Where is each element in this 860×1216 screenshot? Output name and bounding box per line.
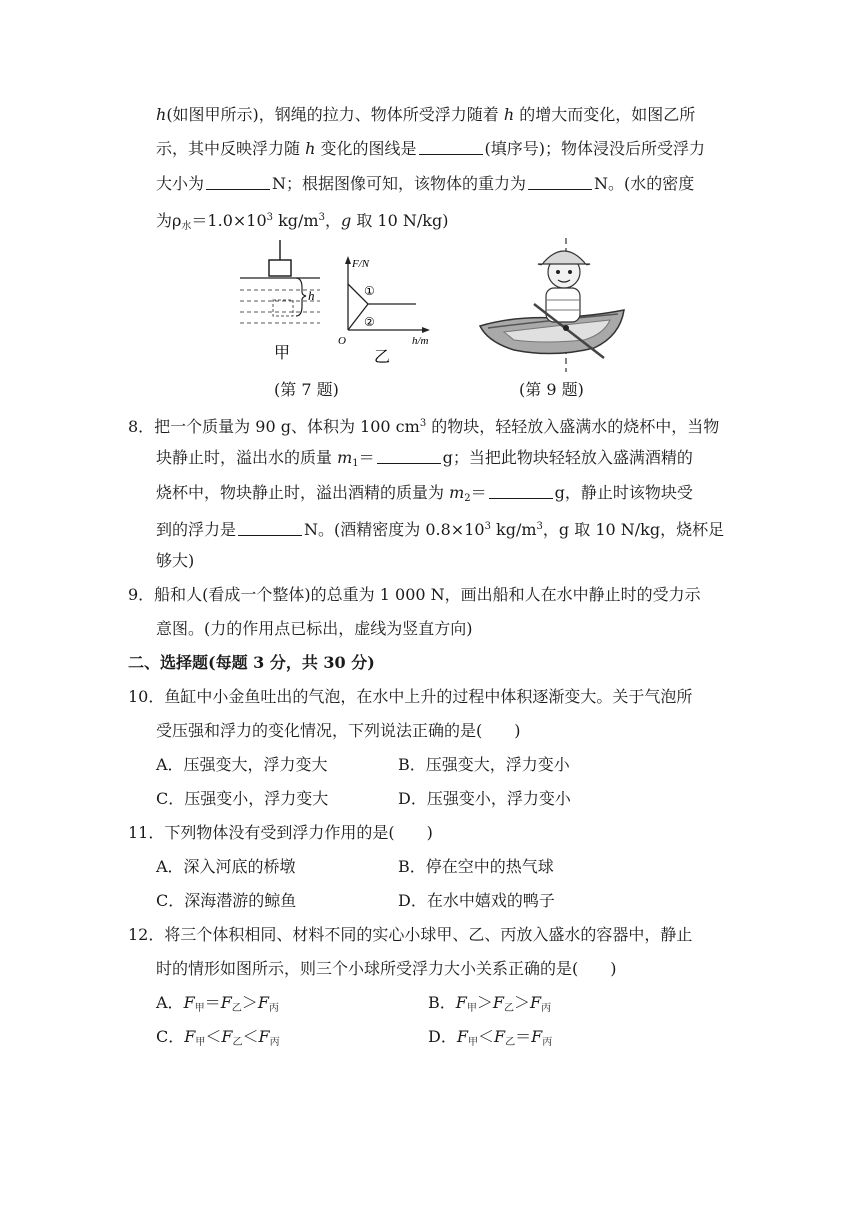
q8-line-4: [156, 516, 724, 541]
force-sub: 甲: [467, 1037, 478, 1048]
answer-blank[interactable]: [238, 521, 302, 536]
force-var: F: [221, 1027, 233, 1046]
q7-var-h: h: [156, 105, 167, 124]
q10-option-a[interactable]: A．压强变大，浮力变大: [156, 755, 328, 774]
operator: ＜: [205, 1027, 222, 1046]
option-letter: D．: [428, 1027, 457, 1046]
q8-line-2: [156, 447, 693, 475]
block-submerged-outline: [273, 300, 293, 316]
q11-option-d[interactable]: D．在水中嬉戏的鸭子: [398, 891, 555, 910]
q10-option-c[interactable]: C．压强变小，浮力变大: [156, 789, 329, 808]
q8-text: 块静止时，溢出水的质量: [156, 448, 338, 467]
q7-var-h: h: [305, 139, 316, 158]
origin-label: O: [338, 335, 346, 347]
q7-line-4: [156, 207, 448, 238]
q7-var-g: g: [341, 211, 352, 230]
eye-icon: [568, 270, 572, 274]
answer-blank[interactable]: [489, 484, 553, 499]
figure-yi-graph: [334, 254, 444, 368]
q8-sub: 1: [352, 458, 359, 469]
block-shape: [269, 260, 291, 276]
q8-text: g，静止时该物块受: [554, 483, 693, 502]
q10-option-d[interactable]: D．压强变小，浮力变小: [398, 789, 571, 808]
force-var: F: [455, 993, 467, 1012]
force-var: F: [456, 1027, 468, 1046]
q8-sup: 3: [419, 418, 427, 429]
option-letter: A．: [156, 993, 184, 1012]
operator: ＞: [476, 993, 493, 1012]
hat-icon: [538, 251, 590, 265]
operator: ＝: [515, 1027, 532, 1046]
q12-option-a[interactable]: [156, 992, 279, 1020]
q7-text: N；根据图像可知，该物体的重力为: [272, 174, 527, 193]
q7-line-1: [156, 104, 695, 126]
q7-text: ＝1.0×10: [191, 211, 267, 230]
q11-option-b[interactable]: B．停在空中的热气球: [398, 857, 554, 876]
q7-text: 为ρ: [156, 211, 182, 230]
q8-text: N。(酒精密度为 0.8×10: [304, 520, 485, 539]
q9-line-1: 9．船和人(看成一个整体)的总重为 1 000 N，画出船和人在水中静止时的受力示: [128, 585, 701, 604]
force-var: F: [492, 993, 504, 1012]
q12-option-c[interactable]: [156, 1026, 280, 1054]
q11-line-1: 11．下列物体没有受到浮力作用的是( ): [128, 823, 433, 842]
q8-sup: 3: [484, 521, 491, 532]
force-var: F: [258, 1027, 270, 1046]
force-sub: 丙: [542, 1037, 553, 1048]
y-axis-label: F/N: [352, 258, 370, 270]
curve-2-label: ②: [364, 315, 375, 329]
brace-icon: [296, 278, 306, 316]
force-sub: 甲: [195, 1037, 206, 1048]
q7-line-3: [156, 173, 694, 195]
q7-var-h: h: [503, 105, 515, 124]
q8-line-3: [156, 482, 693, 510]
y-axis-arrow: [345, 256, 351, 264]
q7-text: N。(水的密度: [594, 174, 695, 193]
q7-text: 变化的图线是: [315, 139, 417, 158]
q10-line-1: 10．鱼缸中小金鱼吐出的气泡，在水中上升的过程中体积逐渐变大。关于气泡所: [128, 687, 693, 706]
force-var: F: [493, 1027, 506, 1046]
force-sub: 甲: [466, 1003, 477, 1014]
force-var: F: [220, 993, 232, 1012]
q8-text: ＝: [358, 448, 375, 467]
force-point: [563, 325, 569, 331]
curve-1-label: ①: [364, 284, 375, 298]
force-sub: 乙: [504, 1003, 514, 1014]
q8-text: 的物块，轻轻放入盛满水的烧杯中，当物: [426, 417, 720, 436]
q8-var-m: m: [449, 483, 465, 502]
q7-text: ，: [324, 211, 341, 230]
force-sub: 丙: [268, 1003, 279, 1014]
force-sub: 乙: [505, 1037, 516, 1048]
q11-option-c[interactable]: C．深海潜游的鲸鱼: [156, 891, 297, 910]
q7-text: 取 10 N/kg): [351, 211, 449, 230]
h-label: h: [308, 288, 315, 303]
q11-option-a[interactable]: A．深入河底的桥墩: [156, 857, 296, 876]
force-sub: 甲: [194, 1003, 205, 1014]
curve-1: [348, 284, 416, 304]
eye-icon: [556, 270, 560, 274]
force-sub: 丙: [269, 1037, 280, 1048]
q8-text: 烧杯中，物块静止时，溢出酒精的质量为: [156, 483, 450, 502]
force-sub: 乙: [232, 1037, 243, 1048]
force-var: F: [257, 993, 269, 1012]
operator: ＞: [514, 993, 531, 1012]
q7-line-2: [156, 138, 705, 160]
q12-option-b[interactable]: [428, 992, 551, 1020]
q8-text: g；当把此物块轻轻放入盛满酒精的: [442, 448, 693, 467]
q8-text: 到的浮力是: [156, 520, 237, 539]
q7-text: 大小为: [156, 174, 205, 193]
q12-option-d[interactable]: [428, 1026, 552, 1054]
answer-blank[interactable]: [528, 175, 592, 190]
q7-sup: 3: [318, 212, 325, 223]
q8-sub: 2: [464, 493, 471, 504]
q7-text: (填序号)；物体浸没后所受浮力: [484, 139, 705, 158]
option-letter: C．: [156, 1027, 185, 1046]
force-var: F: [183, 993, 195, 1012]
operator: ＜: [242, 1027, 259, 1046]
force-var: F: [184, 1027, 196, 1046]
operator: ＝: [204, 993, 221, 1012]
force-var: F: [531, 1027, 543, 1046]
q7-text: (如图甲所示)，钢绳的拉力、物体所受浮力随着: [166, 105, 504, 124]
q12-line-2: 时的情形如图所示，则三个小球所受浮力大小关系正确的是( ): [156, 959, 617, 978]
q10-option-b[interactable]: B．压强变大，浮力变小: [398, 755, 570, 774]
figure-jia: [236, 238, 326, 368]
q10-line-2: 受压强和浮力的变化情况，下列说法正确的是( ): [156, 721, 521, 740]
q7-text: kg/m: [273, 211, 319, 230]
operator: ＜: [477, 1027, 494, 1046]
q7-text: 的增大而变化，如图乙所: [514, 105, 696, 124]
force-sub: 丙: [541, 1003, 552, 1014]
option-letter: B．: [428, 993, 456, 1012]
x-axis-arrow: [422, 327, 430, 333]
q8-text: ，g 取 10 N/kg，烧杯足: [542, 520, 725, 539]
q8-line-5: 够大): [156, 551, 195, 570]
force-var: F: [530, 993, 542, 1012]
force-sub: 乙: [231, 1003, 242, 1014]
q9-line-2: 意图。(力的作用点已标出，虚线为竖直方向): [156, 619, 473, 638]
x-axis-label: h/m: [412, 335, 429, 347]
q8-text: ＝: [470, 483, 487, 502]
operator: ＞: [241, 993, 258, 1012]
q8-sup: 3: [536, 521, 543, 532]
q7-sub: 水: [181, 221, 192, 232]
answer-blank[interactable]: [377, 449, 441, 464]
q7-text: 示，其中反映浮力随: [156, 139, 306, 158]
q12-line-1: 12．将三个体积相同、材料不同的实心小球甲、乙、丙放入盛水的容器中，静止: [128, 925, 693, 944]
q8-line-1: [128, 413, 719, 438]
figure-7-caption: (第 7 题): [274, 380, 339, 399]
figure-boat: [474, 236, 634, 374]
yi-label: 乙: [374, 347, 391, 366]
q8-text: kg/m: [490, 520, 537, 539]
answer-blank[interactable]: [206, 175, 270, 190]
jia-label: 甲: [274, 343, 291, 362]
q8-var-m: m: [337, 448, 353, 467]
q8-text: 8．把一个质量为 90 g、体积为 100 cm: [128, 417, 420, 436]
answer-blank[interactable]: [419, 140, 483, 155]
figure-9-caption: (第 9 题): [519, 380, 584, 399]
q7-sup: 3: [266, 212, 274, 223]
section-heading: 二、选择题(每题 3 分，共 30 分): [128, 653, 375, 672]
